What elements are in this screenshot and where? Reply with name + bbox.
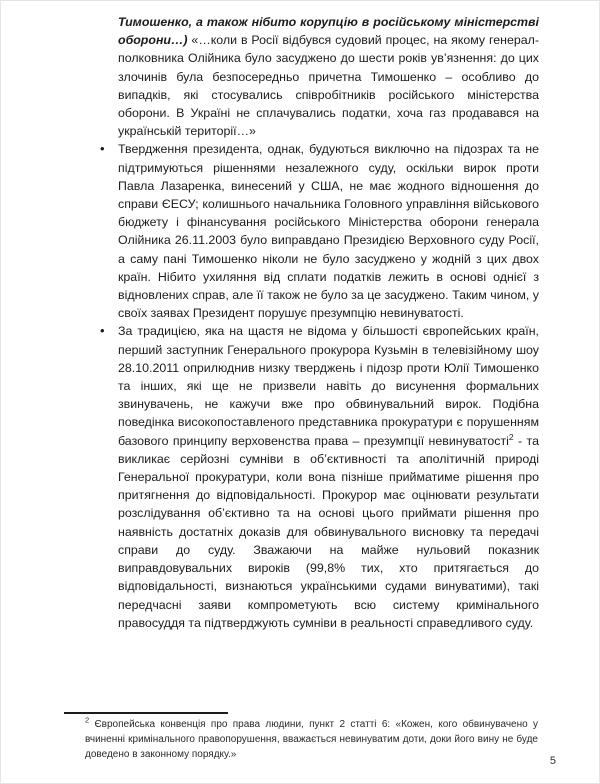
bullet-2-text-before-ref: За традицією, яка на щастя не відома у більшості європейських країн, перший заступник Генерального прокурора Кузьмін в телевізійному шоу 28.10.2011 оприлюднив низку тверджень і підозр проти Юлії Тимошенко та інших, які ще не призвели навіть до висунення формальних звинувачень, не кажучи вже про обвинувальний вирок. Подібна поведінка високопоставленого представника прокуратури є порушенням базового принципу верховенства права – презумпції невинуватості [118, 324, 539, 448]
bullet-item-1 [100, 140, 539, 322]
footnote-number: 2 [85, 715, 90, 725]
page-number: 5 [549, 755, 556, 767]
bullet-2-text-after-ref: - та викликає серйозні сумніви в об’єктивності та аполітичній природі Генеральної прокуратури, коли вона пізніше прийматиме рішення про притягнення до відповідальності. Прокурор має оцінювати результати розслідування об’єктивно та на основі цього приймати рішення про наявність достатніх доказів для обвинувального висновку та передачі справи до суду. Зважаючи на майже нульовий показник виправдовувальних вироків (99,8% тих, хто притягається до відповідальності, визнаються українськими судами винуватими), такі передчасні заяви компрометують всю систему кримінального правосуддя та підтверджують сумніви в реальності справедливого суду. [118, 433, 539, 630]
bullet-2-text [118, 322, 539, 631]
paragraph-continuation [118, 13, 539, 140]
document-body [100, 13, 539, 632]
bullet-icon: • [100, 141, 105, 157]
intro-rest-text: «…коли в Росії відбувся судовий процес, на якому генерал-полковника Олійника було засуджено до шести років ув’язнення: до цих злочинів була безпосередньо причетна Тимошенко – особливо до випадків, які стосувались співробітників російського міністерства оборони. В Україні не сплачувались податки, хоча газ продавався на українській території…» [118, 33, 539, 139]
intro-lead-text: Тимошенко, а також нібито корупцію в російському міністерстві оборони…) [118, 15, 539, 48]
bullet-icon: • [100, 323, 105, 339]
footnote-separator [64, 712, 228, 714]
bullet-1-text: Твердження президента, однак, будуються виключно на підозрах та не підтримуються рішеннями незалежного суду, оскільки вирок проти Павла Лазаренка, винесений у США, не має жодного відношення до справи ЄЕСУ; колишнього начальника Головного управління військового бюджету і фінансування російського Міністерства оборони генерала Олійника 26.11.2003 було виправдано Президією Верховного суду Росії, а саму пані Тимошенко ніколи не було засуджено у жодній з цих двох країн. Нібито ухиляння від сплати податків лежить в основі однієї з відновлених справ, але її також не було за це засуджено. Таким чином, у своїх заявах Президент порушує презумпцію невинуватості. [118, 142, 539, 321]
footnote-text: Європейська конвенція про права людини, пункт 2 статті 6: «Кожен, кого обвинувачено у вчиненні кримінального правопорушення, вважається невинуватим доти, доки його вину не буде доведено в законному порядку.» [85, 719, 538, 760]
bullet-item-2 [100, 322, 539, 631]
footnote [85, 717, 538, 762]
footnote-reference: 2 [508, 431, 514, 442]
